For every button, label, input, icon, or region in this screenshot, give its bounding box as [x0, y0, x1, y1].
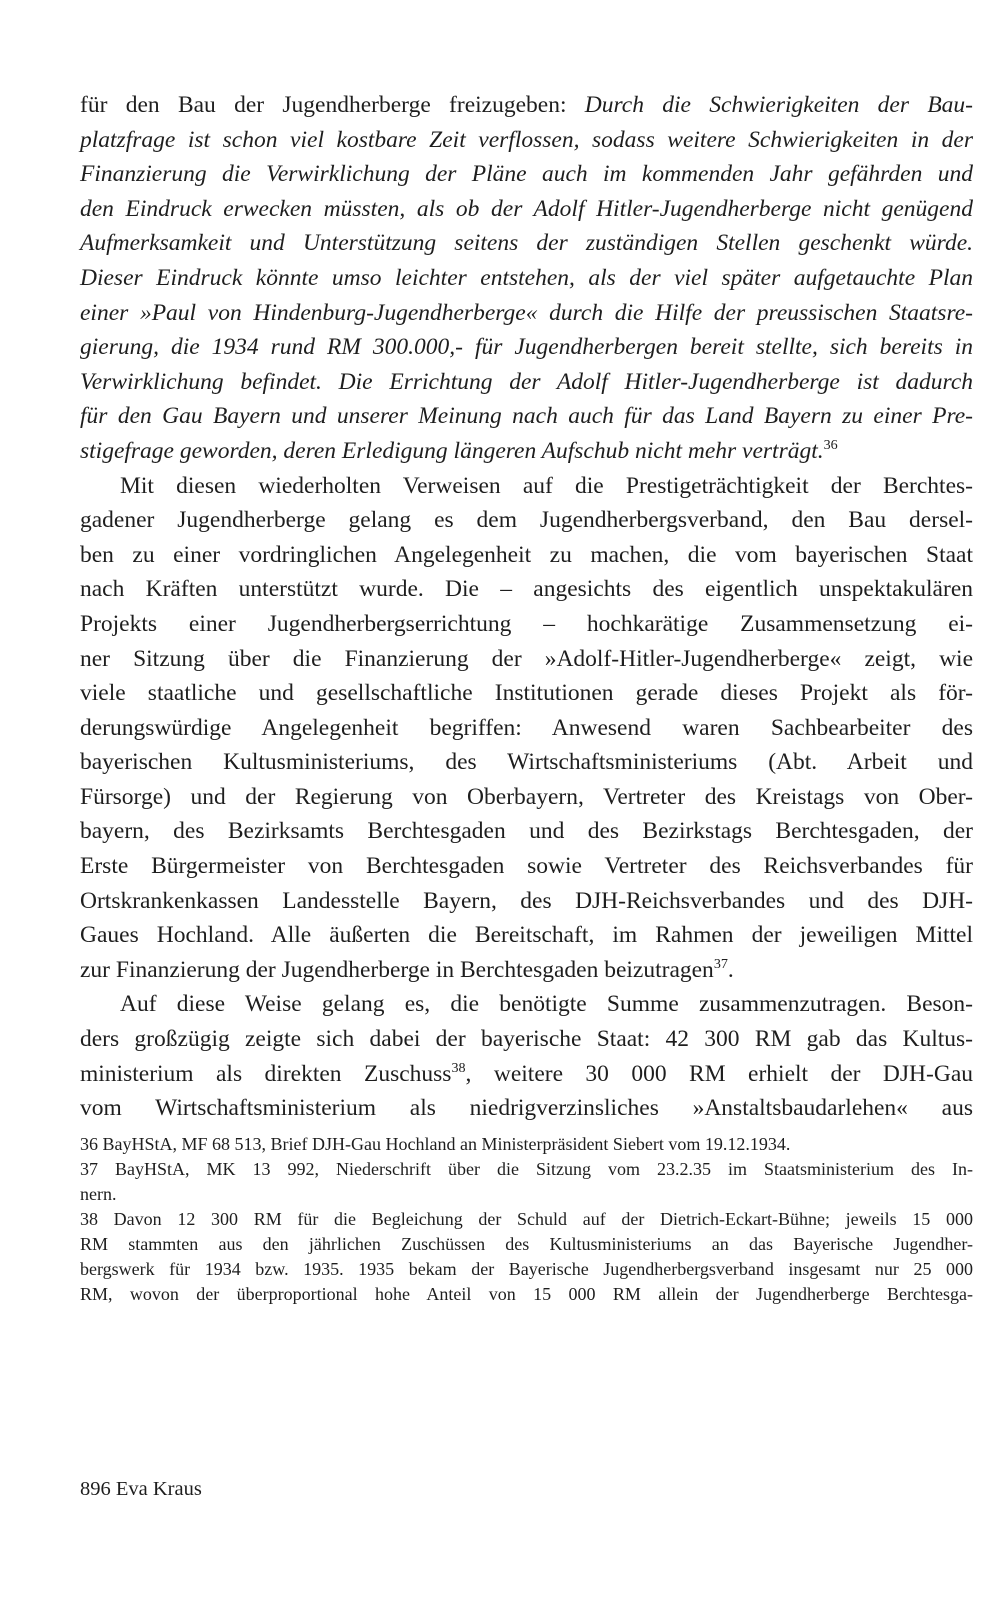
- text-segment: bayerischen Kultusministeriums, des Wirtschaftsministeriums (Abt. Arbeit und: [80, 749, 973, 776]
- text-segment: ben zu einer vordringlichen Angelegenheit zu machen, die vom bayerischen Staat: [80, 541, 973, 568]
- text-segment: Projekts einer Jugendherbergserrichtung – hochkarätige Zusammensetzung ei-: [80, 610, 973, 637]
- text-segment: Mit diesen wiederholten Verweisen auf die Prestigeträchtigkeit der Berchtes-: [120, 472, 973, 499]
- text-line: [80, 157, 973, 192]
- text-segment: Ortskrankenkassen Landesstelle Bayern, des DJH-Reichsverbandes und des DJH-: [80, 887, 973, 914]
- text-segment: zur Finanzierung der Jugendherberge in Berchtesgaden beizutragen: [80, 956, 714, 983]
- footnote-line: 36 BayHStA, MF 68 513, Brief DJH-Gau Hochland an Ministerpräsident Siebert vom 19.12.1934.: [80, 1134, 791, 1154]
- body-text: [80, 88, 973, 1126]
- text-segment: Erste Bürgermeister von Berchtesgaden sowie Vertreter des Reichsverbandes für: [80, 853, 973, 880]
- text-line: [80, 814, 973, 849]
- text-segment: .: [727, 956, 734, 983]
- text-segment: ministerium als direkten Zuschuss: [80, 1060, 452, 1087]
- text-line: [80, 226, 973, 261]
- footnote-line: RM stammten aus den jährlichen Zuschüssen des Kultusministeriums an das Bayerische Jugendher-: [80, 1234, 973, 1254]
- text-line: [80, 123, 973, 158]
- text-segment: ner Sitzung über die Finanzierung der »Adolf-Hitler-Jugendherberge« zeigt, wie: [80, 645, 973, 672]
- text-segment: für den Bau der Jugendherberge freizugeben:: [80, 92, 585, 118]
- text-segment: stigefrage geworden, deren Erledigung längeren Aufschub nicht mehr verträgt.: [80, 437, 824, 464]
- text-line: [80, 987, 973, 1022]
- footnote-line: 37 BayHStA, MK 13 992, Niederschrift über die Sitzung vom 23.2.35 im Staatsministerium des In-: [80, 1159, 973, 1179]
- text-segment: einer »Paul von Hindenburg-Jugendherberge« durch die Hilfe der preussischen Staatsre-: [80, 299, 973, 326]
- footnote-line: bergswerk für 1934 bzw. 1935. 1935 bekam der Bayerische Jugendherbergsverband insgesamt nur 25 000: [80, 1259, 973, 1279]
- text-line: [80, 780, 973, 815]
- footnotes: [80, 1132, 973, 1307]
- text-segment: , weitere 30 000 RM erhielt der DJH-Gau: [465, 1060, 974, 1087]
- text-line: [80, 365, 973, 400]
- text-line: [80, 607, 973, 642]
- text-segment: Durch die Schwierigkeiten der Bau-: [584, 92, 973, 118]
- text-segment: den Eindruck erwecken müssten, als ob der Adolf Hitler-Jugendherberge nicht genügend: [80, 195, 973, 222]
- text-segment: derungswürdige Angelegenheit begriffen: Anwesend waren Sachbearbeiter des: [80, 714, 973, 741]
- text-segment: Dieser Eindruck könnte umso leichter entstehen, als der viel später aufgetauchte Plan: [80, 264, 973, 291]
- text-segment: vom Wirtschaftsministerium als niedrigverzinsliches »Anstaltsbaudarlehen« aus: [80, 1095, 973, 1122]
- text-line: [80, 711, 973, 746]
- text-line: [80, 330, 973, 365]
- text-line: [80, 918, 973, 953]
- text-segment: viele staatliche und gesellschaftliche Institutionen gerade dieses Projekt als för-: [80, 680, 973, 707]
- text-line: [80, 676, 973, 711]
- text-line: [80, 192, 973, 227]
- footnote-ref: 38: [451, 1059, 466, 1076]
- text-line: [80, 1057, 973, 1092]
- text-segment: bayern, des Bezirksamts Berchtesgaden und des Bezirkstags Berchtesgaden, der: [80, 818, 973, 845]
- footnote-line: nern.: [80, 1184, 117, 1204]
- text-line: [80, 296, 973, 331]
- text-line: [80, 572, 973, 607]
- text-segment: platzfrage ist schon viel kostbare Zeit verflossen, sodass weitere Schwierigkeiten in der: [80, 126, 973, 153]
- text-line: [80, 538, 973, 573]
- text-segment: gadener Jugendherberge gelang es dem Jugendherbergsverband, den Bau dersel-: [80, 507, 973, 534]
- text-line: [80, 399, 973, 434]
- page-footer: [80, 1476, 202, 1502]
- text-line: [80, 261, 973, 296]
- text-segment: gierung, die 1934 rund RM 300.000,- für Jugendherbergen bereit stellte, sich bereits in: [80, 334, 973, 361]
- text-segment: Aufmerksamkeit und Unterstützung seitens der zuständigen Stellen geschenkt würde.: [80, 230, 973, 257]
- footnote-line: RM, wovon der überproportional hohe Anteil von 15 000 RM allein der Jugendherberge Berchtesga-: [80, 1284, 973, 1304]
- text-line: [80, 849, 973, 884]
- page-number: 896: [80, 1478, 111, 1500]
- author-name: Eva Kraus: [115, 1478, 202, 1500]
- text-segment: ders großzügig zeigte sich dabei der bayerische Staat: 42 300 RM gab das Kultus-: [80, 1026, 973, 1053]
- text-segment: Gaues Hochland. Alle äußerten die Bereitschaft, im Rahmen der jeweiligen Mittel: [80, 922, 973, 949]
- text-line: [80, 469, 973, 504]
- text-segment: Finanzierung die Verwirklichung der Pläne auch im kommenden Jahr gefährden und: [80, 161, 973, 188]
- text-segment: nach Kräften unterstützt wurde. Die – angesichts des eigentlich unspektakulären: [80, 576, 973, 603]
- text-line: [80, 1091, 973, 1126]
- text-segment: Verwirklichung befindet. Die Errichtung der Adolf Hitler-Jugendherberge ist dadurch: [80, 368, 973, 395]
- text-line: [80, 434, 973, 469]
- text-line: [80, 884, 973, 919]
- footnote-line: 38 Davon 12 300 RM für die Begleichung der Schuld auf der Dietrich-Eckart-Bühne; jeweils 15 000: [80, 1209, 973, 1229]
- text-line: [80, 953, 973, 988]
- text-segment: für den Gau Bayern und unserer Meinung nach auch für das Land Bayern zu einer Pre-: [80, 403, 973, 430]
- text-segment: Auf diese Weise gelang es, die benötigte Summe zusammenzutragen. Beson-: [120, 991, 973, 1018]
- footnote-ref: 36: [823, 437, 838, 454]
- text-line: [80, 642, 973, 677]
- footnote-ref: 37: [713, 956, 728, 973]
- text-line: [80, 503, 973, 538]
- text-line: [80, 1022, 973, 1057]
- text-line: [80, 88, 973, 123]
- text-line: [80, 745, 973, 780]
- text-segment: Fürsorge) und der Regierung von Oberbayern, Vertreter des Kreistags von Ober-: [80, 783, 973, 810]
